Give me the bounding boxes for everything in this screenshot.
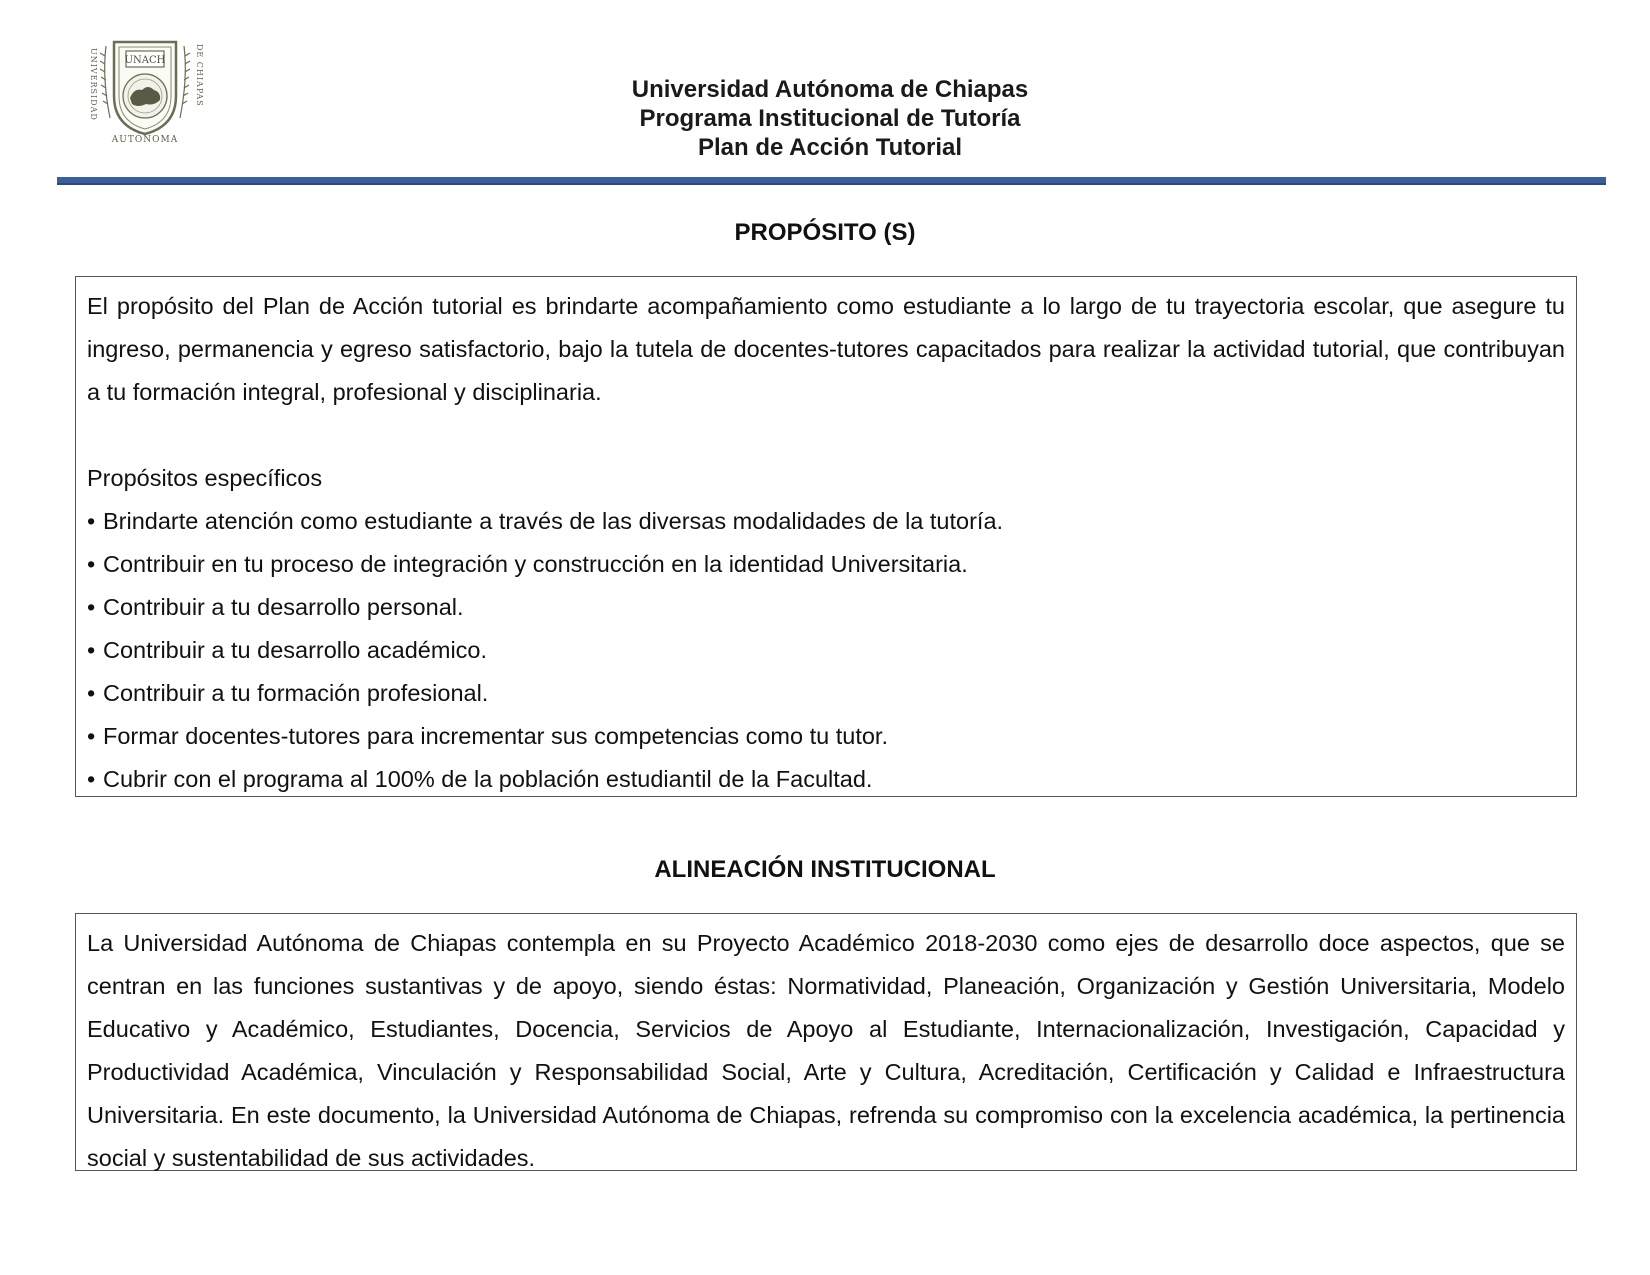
list-item: [87, 672, 1565, 715]
header-divider: [57, 177, 1606, 185]
alineacion-box: [75, 913, 1577, 1171]
list-item: [87, 586, 1565, 629]
spacer: [87, 414, 1565, 457]
list-item-text: Contribuir en tu proceso de integración y construcción en la identidad Universitaria.: [103, 551, 968, 577]
list-item: [87, 758, 1565, 801]
unach-seal-icon: [84, 38, 206, 144]
bullet: •: [87, 680, 96, 706]
seal-bottom-text: AUTÓNOMA: [111, 135, 179, 144]
svg-text:DE CHIAPAS: DE CHIAPAS: [195, 44, 204, 107]
header-plan-name: Plan de Acción Tutorial: [697, 134, 963, 161]
bullet: •: [87, 723, 96, 749]
alineacion-paragraph: La Universidad Autónoma de Chiapas contempla en su Proyecto Académico 2018-2030 como ejes de desarrollo doce aspectos, que se centran en las funciones sustantivas y de apoyo, siendo éstas: Normatividad, Planeación, Organización y Gestión Universitaria, Modelo Educativo y Académico, Estudiantes, Docencia, Servicios de Apoyo al Estudiante, Internacionalización, Investigación, Capacidad y Productividad Académica, Vinculación y Responsabilidad Social, Arte y Cultura, Acreditación, Certificación y Calidad e Infraestructura Universitaria. En este documento, la Universidad Autónoma de Chiapas, refrenda su compromiso con la excelencia académica, la pertinencia social y sustentabilidad de sus actividades.: [87, 930, 1565, 1171]
proposito-subheading: Propósitos específicos: [87, 465, 323, 491]
list-item: [87, 629, 1565, 672]
proposito-list: [87, 500, 1565, 801]
proposito-paragraph: El propósito del Plan de Acción tutorial es brindarte acompañamiento como estudiante a lo largo de tu trayectoria escolar, que asegure tu ingreso, permanencia y egreso satisfactorio, bajo la tutela de docentes-tutores capacitados para realizar la actividad tutorial, que contribuyan a tu formación integral, profesional y disciplinaria.: [87, 293, 1565, 405]
list-item-text: Contribuir a tu formación profesional.: [103, 680, 489, 706]
university-seal-logo: [84, 38, 206, 144]
list-item: [87, 543, 1565, 586]
bullet: •: [87, 551, 96, 577]
bullet: •: [87, 594, 96, 620]
bullet: •: [87, 637, 96, 663]
list-item-text: Contribuir a tu desarrollo personal.: [103, 594, 464, 620]
list-item-text: Cubrir con el programa al 100% de la población estudiantil de la Facultad.: [103, 766, 873, 792]
seal-acronym: UNACH: [124, 55, 166, 66]
list-item-text: Contribuir a tu desarrollo académico.: [103, 637, 488, 663]
list-item: [87, 715, 1565, 758]
bullet: •: [87, 508, 96, 534]
proposito-box: [75, 276, 1577, 797]
list-item: [87, 500, 1565, 543]
document-header: [400, 75, 1260, 162]
svg-text:UNIVERSIDAD: UNIVERSIDAD: [89, 48, 98, 121]
header-university-name: Universidad Autónoma de Chiapas: [631, 76, 1029, 103]
section-title-proposito: PROPÓSITO (S): [734, 219, 916, 246]
header-program-name: Programa Institucional de Tutoría: [639, 105, 1021, 132]
list-item-text: Brindarte atención como estudiante a través de las diversas modalidades de la tutoría.: [103, 508, 1004, 534]
list-item-text: Formar docentes-tutores para incrementar sus competencias como tu tutor.: [103, 723, 888, 749]
section-title-alineacion: ALINEACIÓN INSTITUCIONAL: [654, 856, 996, 883]
bullet: •: [87, 766, 96, 792]
